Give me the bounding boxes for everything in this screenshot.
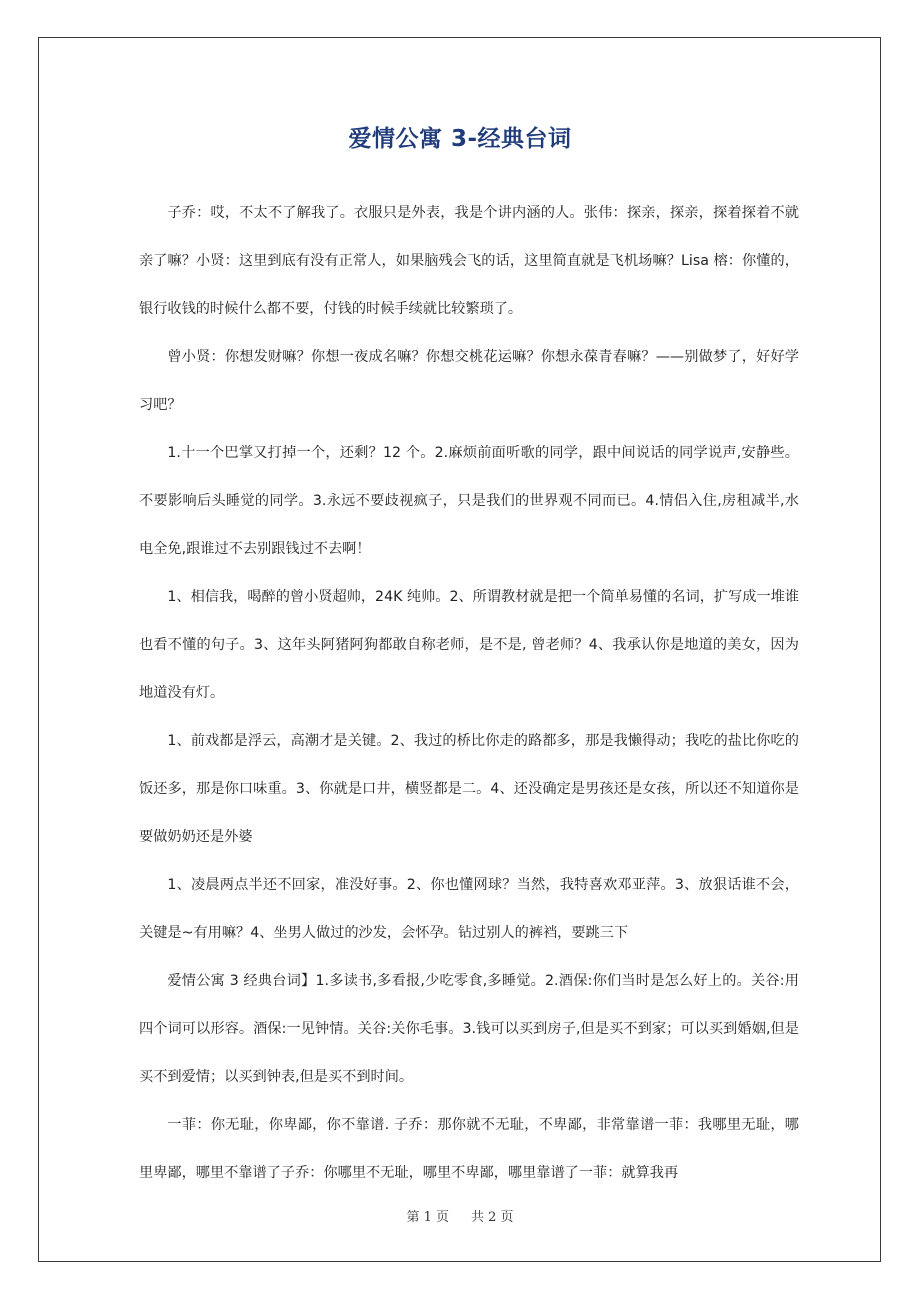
document-body bbox=[139, 189, 799, 1197]
paragraph-8: 一菲：你无耻，你卑鄙，你不靠谱. 子乔：那你就不无耻，不卑鄙，非常靠谱一菲：我哪里无耻，哪里卑鄙，哪里不靠谱了子乔：你哪里不无耻，哪里不卑鄙，哪里靠谱了一菲：就算我再 bbox=[139, 1117, 799, 1181]
paragraph-7: 爱情公寓 3 经典台词】1.多读书,多看报,少吃零食,多睡觉。2.酒保:你们当时是怎么好上的。关谷:用四个词可以形容。酒保:一见钟情。关谷:关你毛事。3.钱可以买到房子,但是买不到家；可以买到婚姻,但是买不到爱情；以买到钟表,但是买不到时间。 bbox=[139, 973, 799, 1085]
document-title: 爱情公寓 3-经典台词 bbox=[348, 126, 572, 152]
page-footer bbox=[0, 1206, 920, 1225]
paragraph-5: 1、前戏都是浮云，高潮才是关键。2、我过的桥比你走的路都多，那是我懒得动；我吃的盐比你吃的饭还多，那是你口味重。3、你就是口井，横竖都是二。4、还没确定是男孩还是女孩，所以还不知道你是要做奶奶还是外婆 bbox=[139, 733, 799, 845]
paragraph-1: 子乔：哎，不太不了解我了。衣服只是外表，我是个讲内涵的人。张伟：探亲，探亲，探着探着不就亲了嘛？小贤：这里到底有没有正常人，如果脑残会飞的话，这里简直就是飞机场嘛？Lisa 榕：你懂的，银行收钱的时候什么都不要，付钱的时候手续就比较繁琐了。 bbox=[139, 205, 799, 317]
paragraph-3: 1.十一个巴掌又打掉一个，还剩？12 个。2.麻烦前面听歌的同学，跟中间说话的同学说声,安静些。不要影响后头睡觉的同学。3.永远不要歧视疯子，只是我们的世界观不同而已。4.情侣入住,房租减半,水电全免,跟谁过不去别跟钱过不去啊！ bbox=[139, 445, 799, 557]
page-number: 第 1 页 bbox=[406, 1210, 449, 1225]
paragraph-2: 曾小贤：你想发财嘛？你想一夜成名嘛？你想交桃花运嘛？你想永葆青春嘛？——别做梦了，好好学习吧？ bbox=[139, 349, 799, 413]
paragraph-6: 1、凌晨两点半还不回家，准没好事。2、你也懂网球？当然，我特喜欢邓亚萍。3、放狠话谁不会，关键是~有用嘛？4、坐男人做过的沙发，会怀孕。钻过别人的裤裆，要跳三下 bbox=[139, 877, 799, 941]
page-total: 共 2 页 bbox=[471, 1210, 514, 1225]
paragraph-4: 1、相信我，喝醉的曾小贤超帅，24K 纯帅。2、所谓教材就是把一个简单易懂的名词，扩写成一堆谁也看不懂的句子。3、这年头阿猪阿狗都敢自称老师，是不是, 曾老师？4、我承认你是地道的美女，因为地道没有灯。 bbox=[139, 589, 800, 701]
